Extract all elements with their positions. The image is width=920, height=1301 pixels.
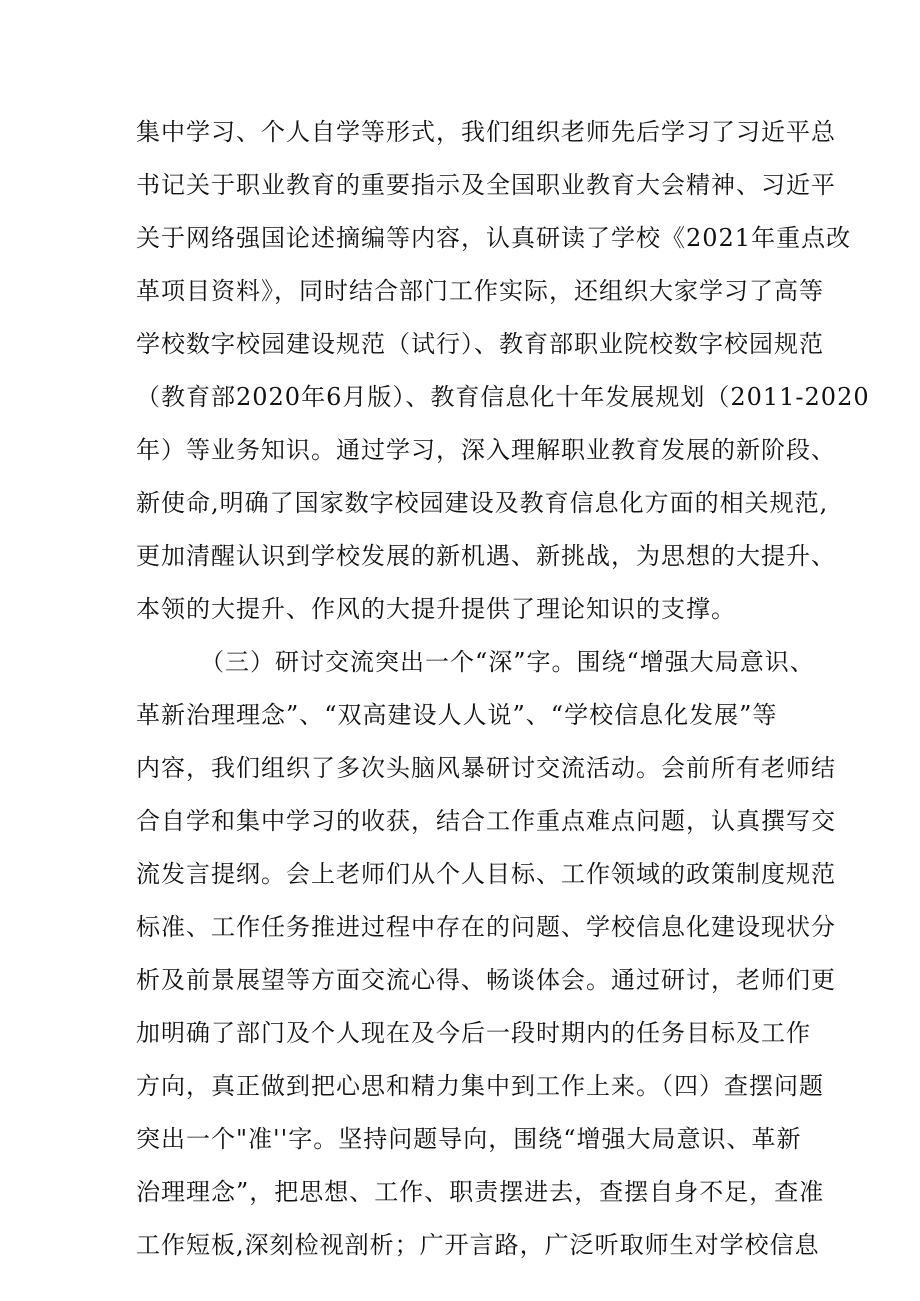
text-line: （教育部2020年6月版）、教育信息化十年发展规划（2011-2020 xyxy=(136,383,870,411)
text-line: 加明确了部门及个人现在及今后一段时期内的任务目标及工作 xyxy=(136,1019,811,1047)
text-line: 突出一个"准''字。坚持问题导向，围绕“增强大局意识、革新 xyxy=(136,1125,802,1153)
text-line: 工作短板,深刻检视剖析；广开言路，广泛听取师生对学校信息 xyxy=(136,1231,820,1259)
body-text xyxy=(136,106,870,1272)
text-line: 更加清醒认识到学校发展的新机遇、新挑战，为思想的大提升、 xyxy=(136,542,836,570)
text-line: 书记关于职业教育的重要指示及全国职业教育大会精神、习近平 xyxy=(136,171,836,199)
text-line: 内容，我们组织了多次头脑风暴研讨交流活动。会前所有老师结 xyxy=(136,754,836,782)
text-line: 新使命,明确了国家数字校园建设及教育信息化方面的相关规范, xyxy=(136,489,829,517)
paragraph-start-line: （三）研讨交流突出一个“深”字。围绕“增强大局意识、 xyxy=(200,648,815,676)
text-line: 治理理念”，把思想、工作、职责摆进去，查摆自身不足，查准 xyxy=(136,1178,825,1206)
text-line: 关于网络强国论述摘编等内容，认真研读了学校《2021年重点改 xyxy=(136,224,852,252)
text-line: 革新治理理念”、“双高建设人人说”、“学校信息化发展”等 xyxy=(136,701,778,729)
text-line: 学校数字校园建设规范（试行）、教育部职业院校数字校园规范 xyxy=(136,330,824,358)
text-line: 合自学和集中学习的收获，结合工作重点难点问题，认真撰写交 xyxy=(136,807,836,835)
text-line: 本领的大提升、作风的大提升提供了理论知识的支撑。 xyxy=(136,595,736,623)
text-line: 方向，真正做到把心思和精力集中到工作上来。（四）查摆问题 xyxy=(136,1072,824,1100)
text-line: 革项目资料》，同时结合部门工作实际，还组织大家学习了高等 xyxy=(136,277,824,305)
text-line: 年）等业务知识。通过学习，深入理解职业教育发展的新阶段、 xyxy=(136,436,836,464)
text-line: 析及前景展望等方面交流心得、畅谈体会。通过研讨，老师们更 xyxy=(136,966,836,994)
text-line: 标准、工作任务推进过程中存在的问题、学校信息化建设现状分 xyxy=(136,913,836,941)
text-line: 集中学习、个人自学等形式，我们组织老师先后学习了习近平总 xyxy=(136,118,836,146)
text-line: 流发言提纲。会上老师们从个人目标、工作领域的政策制度规范 xyxy=(136,860,836,888)
